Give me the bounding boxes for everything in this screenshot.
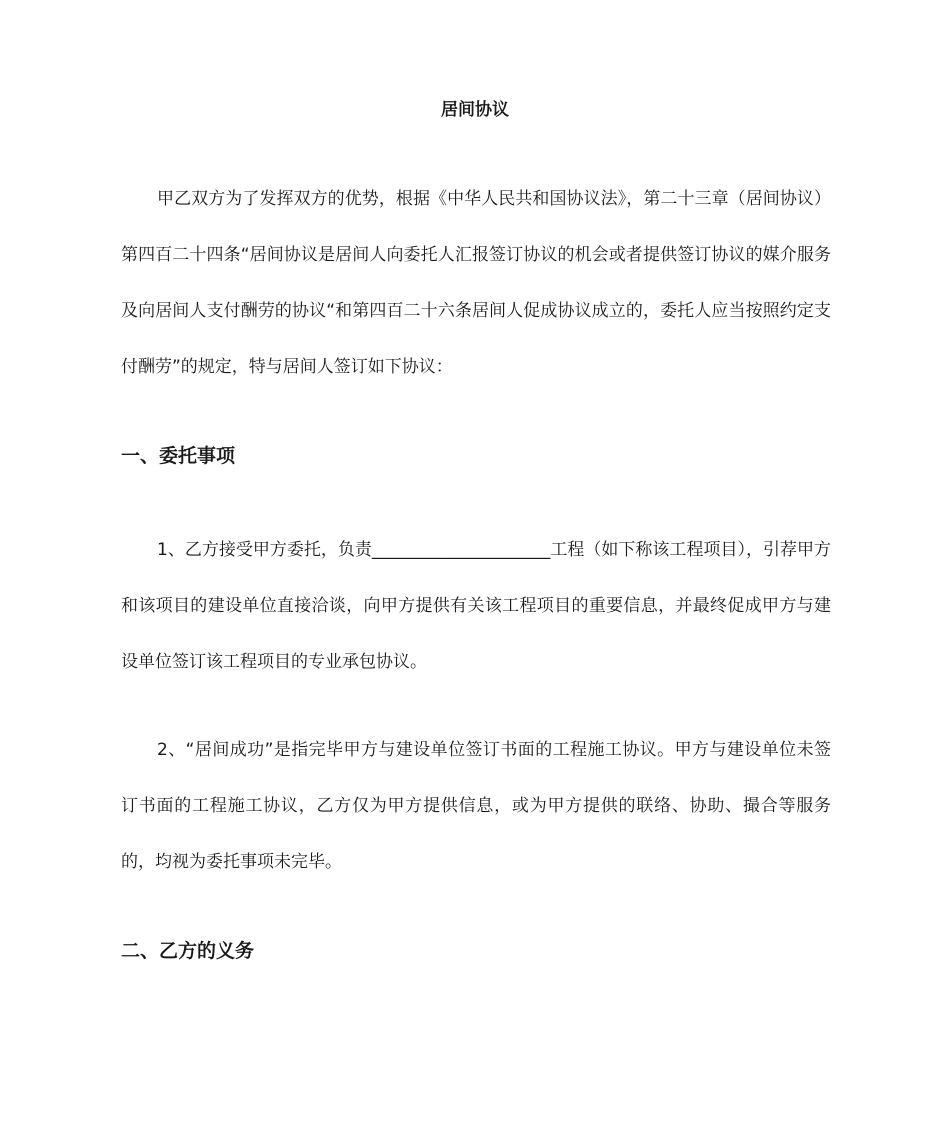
section-heading-party-b-obligations: 二、乙方的义务 xyxy=(121,940,255,962)
clause-2-paragraph: 2、“居间成功”是指完毕甲方与建设单位签订书面的工程施工协议。甲方与建设单位未签订书面的工程施工协议，乙方仅为甲方提供信息，或为甲方提供的联络、协助、撮合等服务的，均视为委托事项未完毕。 xyxy=(121,740,831,872)
section-heading-entrusted-matters: 一、委托事项 xyxy=(121,445,236,467)
intro-paragraph: 甲乙双方为了发挥双方的优势，根据《中华人民共和国协议法》，第二十三章（居间协议）第四百二十四条“居间协议是居间人向委托人汇报签订协议的机会或者提供签订协议的媒介服务及向居间人支付酬劳的协议“和第四百二十六条居间人促成协议成立的，委托人应当按照约定支付酬劳”的规定，特与居间人签订如下协议： xyxy=(121,189,831,377)
document-title: 居间协议 xyxy=(441,100,509,120)
clause-1-paragraph: 1、乙方接受甲方委托，负责_____________________工程（如下称该工程项目），引荐甲方和该项目的建设单位直接洽谈，向甲方提供有关该工程项目的重要信息，并最终促成甲方与建设单位签订该工程项目的专业承包协议。 xyxy=(121,540,831,672)
